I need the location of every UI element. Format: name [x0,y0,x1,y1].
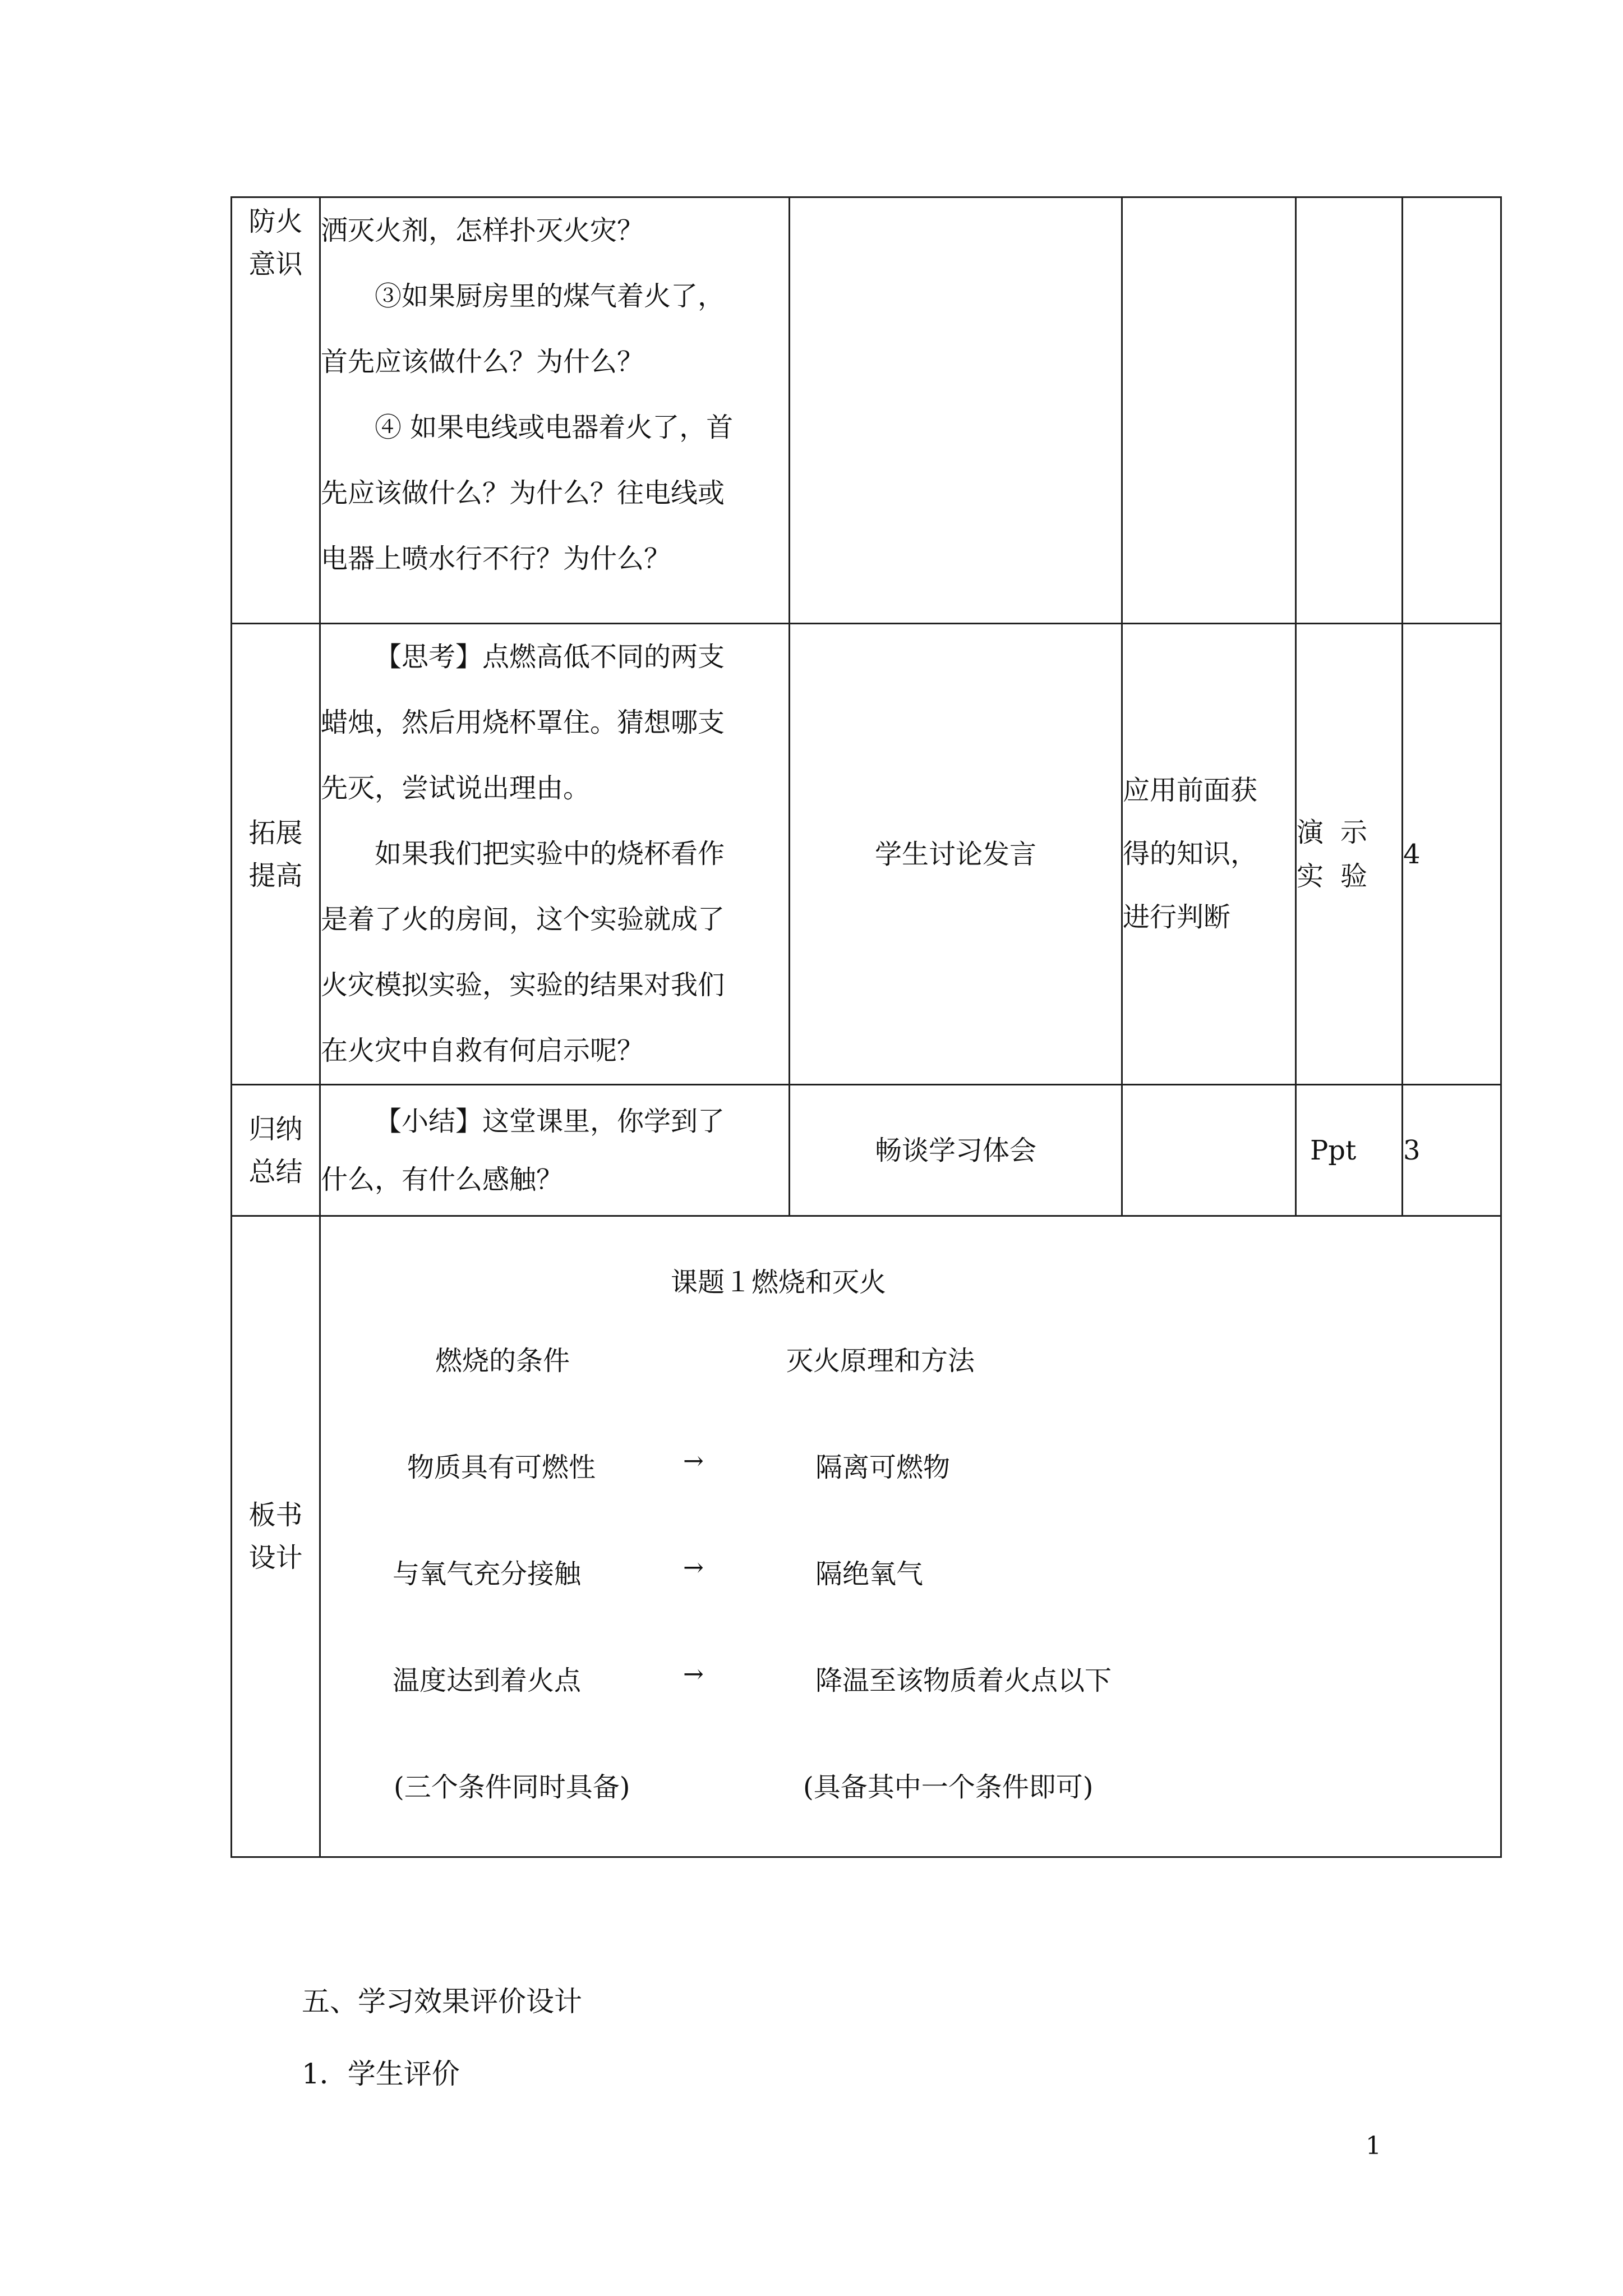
segment-label-line: 防火 [248,206,303,237]
condition-text: 温度达到着火点 [393,1665,582,1696]
content-line: ③如果厨房里的煤气着火了， [375,280,725,312]
segment-cell [232,1216,320,1857]
lesson-plan-table [230,196,1502,1858]
content-line: 火灾模拟实验，实验的结果对我们 [321,969,725,1001]
content-line: 先灭，尝试说出理由。 [321,772,591,804]
design-intent-cell [1122,197,1296,624]
content-line: 【小结】这堂课里，你学到了 [375,1105,725,1137]
board-right-heading: 灭火原理和方法 [786,1345,975,1377]
extension-row [232,624,1501,1085]
time-cell [1403,197,1501,624]
intent-line: 进行判断 [1123,901,1231,933]
student-activity-cell: 畅谈学习体会 [790,1085,1122,1216]
summary-row [232,1085,1501,1216]
segment-label-line: 总结 [248,1156,303,1188]
content-line: 电器上喷水行不行？为什么？ [321,543,671,574]
intent-line: 应用前面获 [1123,775,1258,806]
segment-label-line: 设计 [248,1542,303,1573]
segment-label-line: 归纳 [248,1113,303,1145]
board-title: 课题１燃烧和灭火 [671,1267,887,1298]
board-right-note: (具备其中一个条件即可) [803,1772,1094,1803]
method-text: 隔绝氧气 [815,1558,924,1590]
content-cell [320,197,790,624]
fire-awareness-row [232,197,1501,624]
board-left-heading: 燃烧的条件 [435,1345,570,1377]
board-design-row [232,1216,1501,1857]
content-line: 先应该做什么？为什么？往电线或 [321,477,725,509]
media-cell: Ppt [1296,1085,1403,1216]
design-intent-cell [1122,624,1296,1085]
content-line: 洒灭火剂，怎样扑灭火灾？ [321,215,644,246]
content-line: 是着了火的房间，这个实验就成了 [321,904,725,935]
blackboard-layout [320,1216,1501,1857]
segment-label-line: 意识 [248,249,303,280]
media-cell [1296,197,1403,624]
arrow-icon: → [683,1660,704,1688]
segment-label-line: 提高 [248,859,303,891]
content-line: 蜡烛，然后用烧杯罩住。猜想哪支 [321,707,725,738]
content-cell [320,624,790,1085]
time-cell: 3 [1403,1085,1501,1216]
segment-cell [232,1085,320,1216]
media-line: 演示 [1297,816,1385,848]
intent-line: 得的知识， [1123,838,1258,869]
subheading: 1．学生评价 [302,2058,460,2090]
time-cell: 4 [1403,624,1501,1085]
page-number: 1 [1366,2132,1381,2160]
segment-cell [232,624,320,1085]
method-text: 隔离可燃物 [815,1452,951,1483]
content-line: ④ 如果电线或电器着火了，首 [375,412,734,443]
content-line: 如果我们把实验中的烧杯看作 [375,838,725,869]
segment-cell [232,197,320,624]
student-activity-cell: 学生讨论发言 [790,624,1122,1085]
content-line: 首先应该做什么？为什么？ [321,346,644,378]
design-intent-cell [1122,1085,1296,1216]
content-cell [320,1085,790,1216]
segment-label-line: 板书 [248,1499,303,1531]
media-cell [1296,624,1403,1085]
segment-label-line: 拓展 [248,817,303,849]
section-heading: 五、学习效果评价设计 [302,1985,582,2018]
media-line: 实验 [1297,860,1385,892]
method-text: 降温至该物质着火点以下 [815,1665,1112,1696]
board-left-note: (三个条件同时具备) [394,1772,630,1803]
arrow-icon: → [683,1553,704,1582]
condition-text: 与氧气充分接触 [393,1558,582,1590]
content-line: 【思考】点燃高低不同的两支 [375,641,725,673]
content-line: 在火灾中自救有何启示呢？ [321,1035,644,1066]
student-activity-cell [790,197,1122,624]
condition-text: 物质具有可燃性 [407,1452,596,1483]
arrow-icon: → [683,1447,704,1475]
content-line: 什么，有什么感触？ [321,1163,564,1195]
